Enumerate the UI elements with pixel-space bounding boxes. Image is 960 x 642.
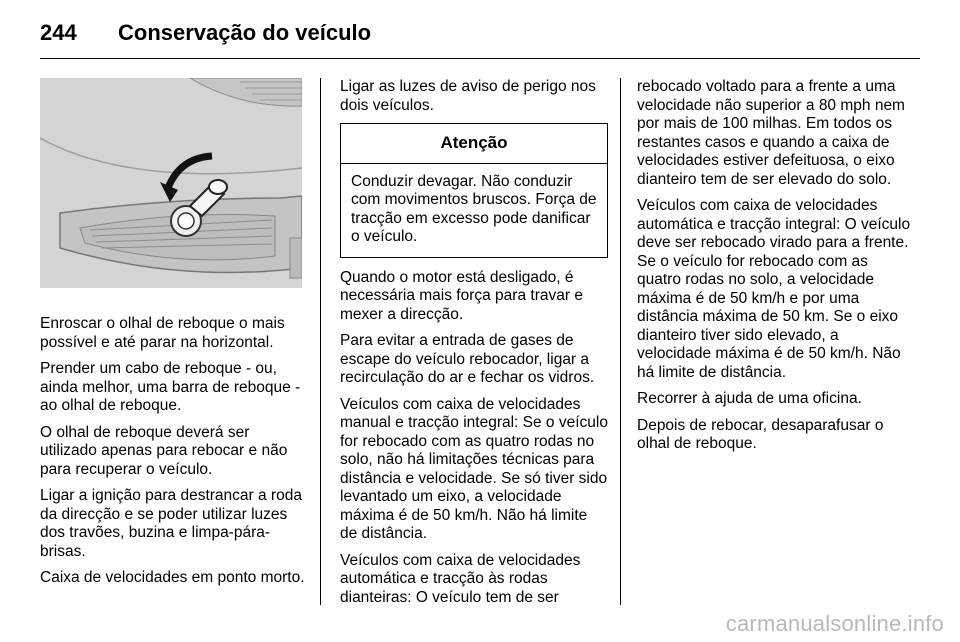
paragraph: Veículos com caixa de velocidades automática e tracção às rodas dianteiras: O veículo tem de ser — [340, 551, 581, 606]
warning-box — [340, 123, 608, 258]
towing-eye-drawing — [40, 78, 302, 288]
paragraph: rebocado voltado para a frente a uma velocidade não superior a 80 mph nem por mais de 100 milhas. Em todos os restantes casos e quando a caixa de velocidades estiver defeituosa, o eixo dianteiro tem de ser elevado do solo. — [637, 78, 905, 188]
paragraph: Quando o motor está desligado, é necessária mais força para travar e mexer a direcção. — [340, 268, 583, 323]
paragraph: Depois de rebocar, desaparafusar o olhal de reboque. — [637, 416, 884, 452]
towing-eye-illustration — [40, 78, 302, 288]
page-title: Conservação do veículo — [118, 20, 372, 45]
column-divider — [620, 78, 621, 605]
paragraph: Veículos com caixa de velocidades automática e tracção integral: O veículo deve ser rebocado virado para a frente. Se o veículo for rebocado com as quatro rodas no solo, a velocidade máxima é de 50 km/h e por uma distância máxima de 50 km. Se o eixo dianteiro tiver sido elevado, a velocidade máxima é de 50 km/h. Não há limite de distância. — [637, 197, 911, 381]
column-2 — [340, 78, 608, 615]
page-header — [40, 20, 371, 46]
paragraph: Para evitar a entrada de gases de escape do veículo rebocador, ligar a recirculação do ar e fechar os vidros. — [340, 332, 595, 386]
warning-text: Conduzir devagar. Não conduzir com movimentos bruscos. Força de tracção em excesso pode danificar o veículo. — [351, 172, 597, 245]
paragraph: Caixa de velocidades em ponto morto. — [40, 569, 305, 586]
column-divider — [320, 78, 321, 605]
paragraph: Ligar as luzes de aviso de perigo nos dois veículos. — [340, 78, 596, 114]
header-rule — [40, 58, 920, 59]
watermark: carmanualsonline.info — [725, 611, 944, 636]
column-3 — [637, 78, 912, 462]
warning-title: Atenção — [341, 124, 607, 164]
page-number: 244 — [40, 20, 77, 45]
paragraph: Ligar a ignição para destrancar a roda da direcção e se poder utilizar luzes dos travões, buzina e limpa-pára-brisas. — [40, 487, 302, 560]
paragraph: Recorrer à ajuda de uma oficina. — [637, 390, 862, 407]
paragraph: Prender um cabo de reboque - ou, ainda melhor, uma barra de reboque - ao olhal de reboque. — [40, 360, 301, 414]
paragraph: O olhal de reboque deverá ser utilizado apenas para rebocar e não para recuperar o veículo. — [40, 423, 288, 478]
paragraph: Veículos com caixa de velocidades manual e tracção integral: Se o veículo for rebocado com as quatro rodas no solo, não há limitações técnicas para distância e velocidade. Se só tiver sido levantado um eixo, a velocidade máxima é de 50 km/h. Não há limite de distância. — [340, 395, 608, 542]
paragraph: Enroscar o olhal de reboque o mais possível e até parar na horizontal. — [40, 315, 285, 351]
column-1 — [40, 78, 306, 596]
